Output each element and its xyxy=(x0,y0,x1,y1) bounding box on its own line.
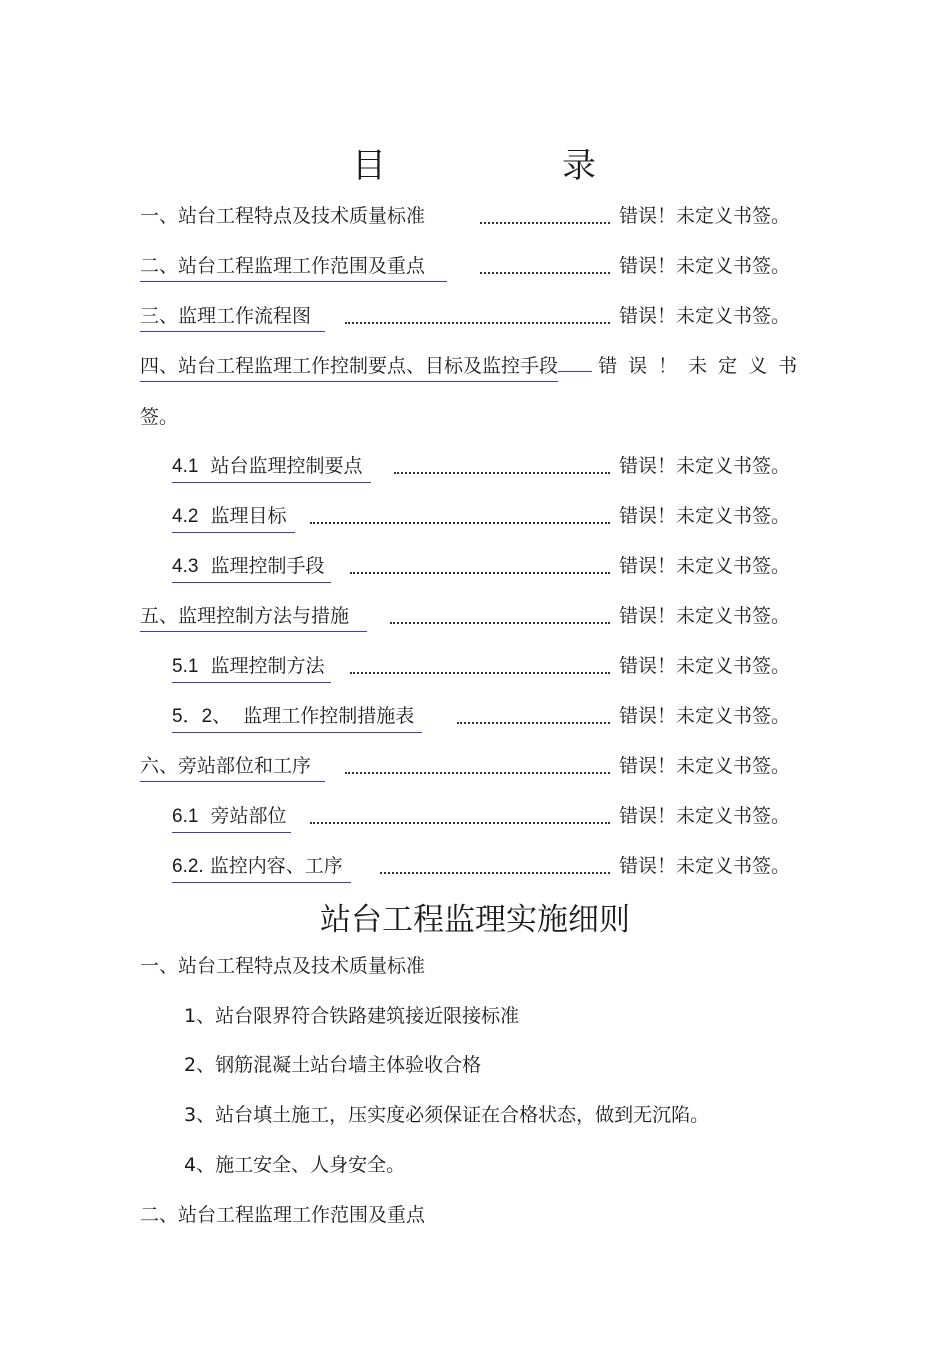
toc-entry-text: 监理工作控制措施表 xyxy=(243,705,415,727)
toc-entry-text: 旁站部位 xyxy=(210,805,287,827)
toc-entry-text: 监理控制手段 xyxy=(210,555,325,577)
toc-entry-text: 监理目标 xyxy=(210,505,287,527)
section-heading: 二、站台工程监理工作范围及重点 xyxy=(140,1204,426,1226)
toc-entry-label xyxy=(172,651,331,683)
toc-leader-dots xyxy=(380,870,610,874)
toc-entry-label: 五、监理控制方法与措施 xyxy=(140,601,367,632)
toc-leader-dots xyxy=(480,270,610,274)
toc-leader-dots xyxy=(310,520,610,524)
toc-leader-dots xyxy=(390,620,610,624)
toc-entry-text: 监理控制方法 xyxy=(210,655,325,677)
toc-entry-number: 6.2. xyxy=(172,856,204,877)
toc-entry-number: 4.1 xyxy=(172,456,199,477)
toc-leader-dots xyxy=(457,720,610,724)
toc-entry[interactable] xyxy=(140,301,790,331)
toc-entry-page-continued: 签。 xyxy=(140,406,179,428)
toc-entry-text: 监控内容、工序 xyxy=(209,855,343,877)
toc-entry[interactable] xyxy=(140,201,790,231)
toc-entry[interactable] xyxy=(140,251,790,281)
toc-entry-label: 四、站台工程监理工作控制要点、目标及监控手段 xyxy=(140,351,558,382)
toc-entry-number: 4.2 xyxy=(172,506,199,527)
toc-subentry[interactable] xyxy=(172,851,790,881)
toc-subentry[interactable] xyxy=(172,501,790,531)
toc-entry-label xyxy=(172,851,351,883)
list-item: 3、站台填土施工，压实度必须保证在合格状态，做到无沉陷。 xyxy=(184,1104,710,1126)
toc-entry-page: 错误！未定义书签。 xyxy=(618,605,790,627)
list-item: 1、站台限界符合铁路建筑接近限接标准 xyxy=(184,1005,520,1027)
toc-entry-page: 错误！未定义书 xyxy=(598,355,809,377)
toc-entry[interactable] xyxy=(140,751,790,781)
toc-entry-label xyxy=(172,551,331,583)
toc-entry-number: 5.1 xyxy=(172,656,199,677)
document-title: 站台工程监理实施细则 xyxy=(320,902,630,938)
toc-entry-underline-gap xyxy=(558,369,592,372)
toc-leader-dots xyxy=(350,670,610,674)
toc-entry-page: 错误！未定义书签。 xyxy=(618,755,790,777)
toc-entry-label xyxy=(172,501,295,533)
toc-subentry[interactable] xyxy=(172,801,790,831)
toc-title-char-1: 目 xyxy=(352,146,386,186)
toc-entry-label: 六、旁站部位和工序 xyxy=(140,751,325,782)
toc-entry-page: 错误！未定义书签。 xyxy=(618,505,790,527)
toc-leader-dots xyxy=(345,320,610,324)
toc-subentry[interactable] xyxy=(172,701,790,731)
toc-leader-dots xyxy=(350,570,610,574)
toc-entry-page: 错误！未定义书签。 xyxy=(618,455,790,477)
toc-entry-label: 三、监理工作流程图 xyxy=(140,301,325,332)
toc-entry[interactable] xyxy=(140,601,790,631)
list-item: 2、钢筋混凝土站台墙主体验收合格 xyxy=(184,1054,482,1076)
toc-entry-page: 错误！未定义书签。 xyxy=(618,805,790,827)
toc-entry-text: 站台监理控制要点 xyxy=(210,455,363,477)
toc-entry-label: 二、站台工程监理工作范围及重点 xyxy=(140,251,447,282)
section-heading: 一、站台工程特点及技术质量标准 xyxy=(140,955,426,977)
toc-entry-number: 5．2、 xyxy=(172,706,232,727)
list-item: 4、施工安全、人身安全。 xyxy=(184,1154,406,1176)
toc-entry-page: 错误！未定义书签。 xyxy=(618,205,790,227)
toc-entry-wrapped[interactable] xyxy=(140,351,810,432)
toc-entry-page: 错误！未定义书签。 xyxy=(618,255,790,277)
toc-title-char-2: 录 xyxy=(562,146,596,186)
toc-subentry[interactable] xyxy=(172,451,790,481)
toc-subentry[interactable] xyxy=(172,651,790,681)
toc-leader-dots xyxy=(480,220,610,224)
toc-entry-page: 错误！未定义书签。 xyxy=(618,655,790,677)
toc-entry-label xyxy=(172,701,422,733)
toc-entry-page: 错误！未定义书签。 xyxy=(618,705,790,727)
toc-entry-page: 错误！未定义书签。 xyxy=(618,855,790,877)
toc-leader-dots xyxy=(394,470,610,474)
toc-entry-page: 错误！未定义书签。 xyxy=(618,555,790,577)
toc-entry-page: 错误！未定义书签。 xyxy=(618,305,790,327)
toc-subentry[interactable] xyxy=(172,551,790,581)
toc-entry-label xyxy=(172,451,371,483)
toc-leader-dots xyxy=(310,820,610,824)
toc-entry-number: 6.1 xyxy=(172,806,199,827)
toc-entry-label: 一、站台工程特点及技术质量标准 xyxy=(140,205,426,227)
toc-leader-dots xyxy=(345,770,610,774)
toc-entry-number: 4.3 xyxy=(172,556,199,577)
toc-entry-label xyxy=(172,801,291,833)
